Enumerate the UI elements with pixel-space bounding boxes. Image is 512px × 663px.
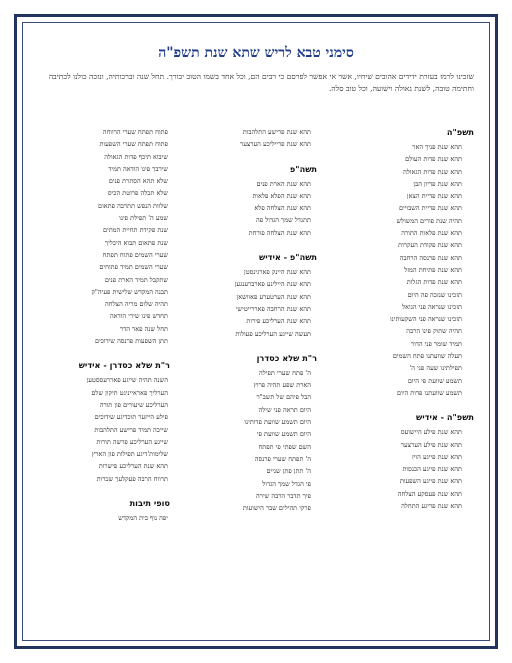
section-heading: תשפ"ה - אידיש xyxy=(416,412,474,423)
list-item: הערליכע שיעורים פון תורה xyxy=(99,400,168,409)
list-item: תהא שנת פתיחת המזל xyxy=(404,265,462,274)
list-item: פתוח תפתח שערי הרווחה xyxy=(102,128,168,136)
list-item: תהא שנת פייגע הויז xyxy=(411,452,462,461)
list-item: שייכה תמיד פרישע התלהבות xyxy=(94,425,168,434)
list-item: תשמע שוועתנו פדות היום xyxy=(397,388,462,397)
list-item: הבל פיהם של תשב"ר xyxy=(256,393,311,402)
section-heading: ר"ת שלא כסדרן xyxy=(256,352,317,363)
list-item: תהא שנת פרישע התלהבות xyxy=(242,128,311,136)
list-item: תתן השפעות פרנסה שידוכים xyxy=(94,337,168,346)
list-item: שנת פקידת תחיית המתים xyxy=(102,226,168,235)
document-content xyxy=(30,30,482,633)
list-item: שערי השמים פתוח תפתח xyxy=(102,250,168,259)
list-item: היום תשמע שוועת פי xyxy=(256,430,311,439)
list-item: תהא שנת פדיון הבן xyxy=(413,179,462,188)
section-heading: תשה"פ - אידיש xyxy=(259,252,317,263)
list-item: תשמע שוועת פי היום xyxy=(407,376,462,385)
list-item: שיבוא תיכף פדות הגאולה xyxy=(104,152,168,161)
list-item: תזכינו שנראה פני השקעותינו xyxy=(389,315,462,324)
list-item: פילע הייזער תוכדיגע שידוכים xyxy=(94,413,168,422)
list-item: שייגע הערליכע פרשה תורות xyxy=(96,437,168,446)
list-item: תהא שנת היינק פארגינסטן xyxy=(244,268,311,277)
list-item: שלא תהא הסתרת פנים xyxy=(108,177,168,186)
list-item: תעלה שוועתנו פתח השמים xyxy=(392,352,462,361)
list-item: פי הגדל שמך הגדול xyxy=(262,479,311,488)
list-item: תזכינו שנראה פני הגואל xyxy=(402,302,462,311)
section-heading: סופי תיבות xyxy=(129,498,170,509)
list-item: שלוות הנפש תתרבה פתאום xyxy=(98,201,168,210)
list-item: שירבך פינו הודאה תמיד xyxy=(108,164,168,173)
list-item: תהא שנת פדיית השבויים xyxy=(399,204,462,213)
list-item: יפה נוף בית המקדש xyxy=(118,514,168,523)
list-item: תהא שנת הארת פנים xyxy=(256,179,311,188)
column-3 xyxy=(30,126,180,524)
list-item: תרווח הרבה פעקלעך שכרות xyxy=(96,474,168,483)
column-1 xyxy=(332,126,482,524)
list-item: תזכינו שנזכה פה היום xyxy=(407,290,462,299)
list-item: תהא שנת פדות העולם xyxy=(405,155,462,164)
columns-container xyxy=(30,126,482,524)
column-2 xyxy=(181,126,331,524)
section-heading: ר"ת שלא כסדרן - אידיש xyxy=(78,360,170,371)
list-item: תהיה שנת פורים המשולש xyxy=(396,216,462,225)
list-item: ה' תפתח שערי פרנסה xyxy=(254,454,311,463)
list-item: תהא שנת פרייליכע הערצער xyxy=(240,140,311,149)
list-item: תהא שנת פלאות התורה xyxy=(401,229,462,238)
list-item: ה' פתח שערי תפילה xyxy=(259,368,311,377)
list-item: השם שפתי פי תפתח xyxy=(258,442,311,451)
list-item: תחדש פינו שירי הודאה xyxy=(110,312,168,321)
list-item: תהא שנת הרחבה פאררייטישי xyxy=(235,304,311,313)
list-item: תהא שנת פרנסה הרחבה xyxy=(399,253,462,262)
list-item: הערליך פאראייניגט תיקון שלם xyxy=(91,388,168,397)
list-item: שלא תכלה פרוטת הכיס xyxy=(107,189,168,198)
list-item: תהא שנת פייגע השפעות xyxy=(399,477,462,486)
list-item: פרקי תהילים שבר הישועות xyxy=(242,504,311,513)
list-item: תהא שנת הערטערע פאוושאן xyxy=(236,292,311,301)
list-item: תהא שנת פדות הגלות xyxy=(406,278,462,287)
section-heading: תשפ"ה xyxy=(446,127,474,137)
list-item: תתגדל שמך הגדול פה xyxy=(256,216,311,225)
list-item: פתוח תפתח שערי השפעות xyxy=(99,140,168,149)
list-item: שערי השמים תמיד פתוחים xyxy=(99,263,168,272)
intro-paragraph: שזכינו לרמז בעזרת ידידים אהובים שיחיו, אשר אי אפשר לפרסם כי רבים הם, וכל אחד בשמו הטוב יבורך. תחל שנה וברכותיה, ונזכה כולנו לכתיבה וחתימה טובה, לשנת גאולה וישועה, וכל טוב סלה. xyxy=(48,72,474,93)
list-item: היום תראה פני שילה xyxy=(258,405,311,414)
list-item: תהא שנת הפלא פלאות xyxy=(252,191,311,200)
list-item: תהא שנת פילע הערצער xyxy=(400,440,462,449)
list-item: שתקבל תמיד הארת פנים xyxy=(104,275,168,284)
list-item: תהא שנת פריגע התחלה xyxy=(401,502,462,511)
list-item: תהא שנת הערליכע פירות xyxy=(246,317,311,326)
list-item: תהא שנת פדות הגאולה xyxy=(403,167,462,176)
list-item: תהא שנת פעסקע הצלחה xyxy=(397,489,462,498)
list-item: תבנה המקדש שלישית פעיה"ק xyxy=(91,287,168,296)
list-item: תחל שנה פאר הדר xyxy=(119,324,168,333)
list-item: ה' תתן פתן שניים xyxy=(266,467,311,476)
list-item: שנת פתאום תבוא היכליך xyxy=(104,238,168,247)
list-item: הארת שפע תהיה פרוץ xyxy=(253,381,311,390)
list-item: שלימות'דיגע תפילות פון הארץ xyxy=(91,450,168,459)
list-item: שמע ה' תפילת פינו xyxy=(119,214,168,223)
list-item: היום תשמע שוועת פדותינו xyxy=(244,418,311,427)
list-item: תעשה שייגע הערליכע פעולות xyxy=(235,329,311,338)
list-item: תהא שנת פניך האר xyxy=(412,143,462,151)
list-item: תהיה שתוק פינו הרבה xyxy=(406,327,462,336)
list-item: תהא שנת פקודת העקרות xyxy=(398,241,462,250)
list-item: תהא שנת פדיית הצאן xyxy=(406,192,462,201)
list-item: תפילתינו שעה פני ה' xyxy=(409,364,462,373)
list-item: תהא שנת פילע היישועס xyxy=(400,428,462,437)
list-item: פיך תדבר הרבה שירה xyxy=(256,491,311,500)
section-heading: תשה"פ xyxy=(289,163,317,174)
list-item: תהא שנת הצלחה פורחת xyxy=(248,228,311,237)
list-item: תהא שנת הערליכע פישרות xyxy=(98,462,168,471)
list-item: תהיה שלום מריה הצלחה xyxy=(105,300,168,309)
list-item: תהא שנת היילינע פארברענגען xyxy=(234,280,311,289)
list-item: תהא שנת פייגע הכנסות xyxy=(402,465,462,474)
list-item: השנה תהיה שייגע פאררעססטען xyxy=(86,376,168,385)
list-item: תהא שנת הצלחה פלא xyxy=(254,204,311,213)
list-item: תמיד שומר פני הדור xyxy=(410,339,462,348)
page-title: סימני טבא לריש שתא שנת תשפ"ה xyxy=(158,45,354,61)
